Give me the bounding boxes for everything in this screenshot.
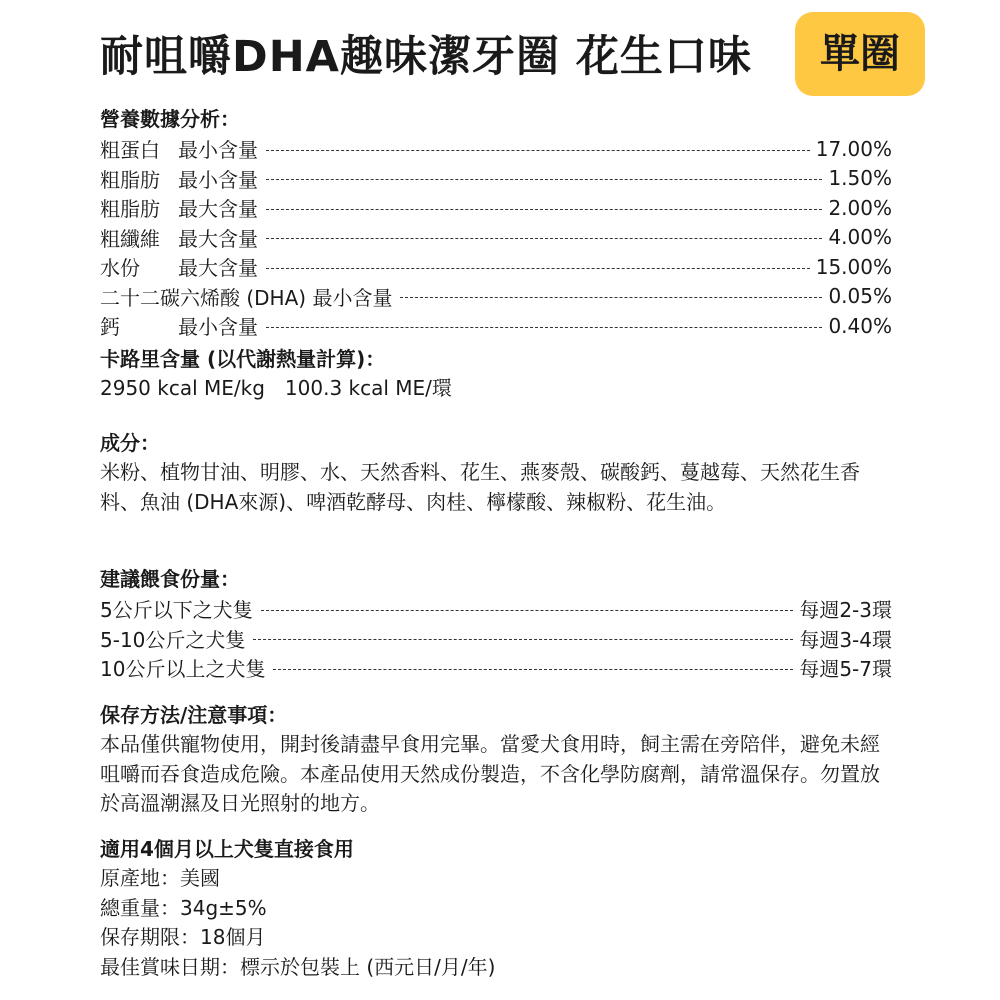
product-title: 耐咀嚼DHA趣味潔牙圈 花生口味 <box>100 32 752 82</box>
nutrient-name: 水份 <box>100 256 140 281</box>
storage-section <box>100 700 890 819</box>
nutrition-section <box>100 104 900 341</box>
nutrition-row <box>100 164 892 194</box>
feeding-row <box>100 624 892 654</box>
dashed-leader <box>266 150 810 151</box>
feeding-amount: 每週3-4環 <box>799 627 892 652</box>
nutrition-row <box>100 193 892 223</box>
usage-heading: 適用4個月以上犬隻直接食用 <box>100 837 354 861</box>
feeding-amount: 每週5-7環 <box>799 657 892 682</box>
nutrient-label: 最大含量 <box>178 256 258 281</box>
nutrient-value: 0.40% <box>828 313 892 338</box>
dashed-leader <box>261 610 794 611</box>
nutrient-label: 最小含量 <box>178 315 258 340</box>
feeding-dog-size: 5-10公斤之犬隻 <box>100 627 246 652</box>
dashed-leader <box>266 209 822 210</box>
nutrient-value: 1.50% <box>828 166 892 191</box>
dashed-leader <box>266 268 810 269</box>
dashed-leader <box>266 179 822 180</box>
dashed-leader <box>266 238 822 239</box>
nutrient-name: 粗纖維 <box>100 226 160 251</box>
nutrient-value: 4.00% <box>828 225 892 250</box>
nutrition-row <box>100 311 892 341</box>
dashed-leader <box>400 297 822 298</box>
nutrient-name: 粗蛋白 <box>100 138 160 163</box>
nutrition-row <box>100 282 892 312</box>
feeding-amount: 每週2-3環 <box>799 598 892 623</box>
nutrient-label: 最大含量 <box>178 226 258 251</box>
calories-text: 2950 kcal ME/kg 100.3 kcal ME/環 <box>100 376 452 400</box>
origin-line: 原產地：美國 <box>100 866 220 890</box>
best-before-line: 最佳賞味日期：標示於包裝上 (西元日/月/年) <box>100 954 496 979</box>
ingredients-text: 米粉、植物甘油、明膠、水、天然香料、花生、燕麥殼、碳酸鈣、蔓越莓、天然花生香料、魚油 (DHA來源)、啤酒乾酵母、肉桂、檸檬酸、辣椒粉、花生油。 <box>100 460 860 514</box>
dashed-leader <box>266 327 822 328</box>
feeding-row <box>100 653 892 683</box>
nutrient-name: 粗脂肪 <box>100 197 160 222</box>
dashed-leader <box>273 669 793 670</box>
nutrient-label: 最大含量 <box>178 197 258 222</box>
feeding-dog-size: 5公斤以下之犬隻 <box>100 598 253 623</box>
nutrient-value: 2.00% <box>828 195 892 220</box>
storage-heading: 保存方法/注意事項： <box>100 703 288 727</box>
nutrient-name: 鈣 <box>100 315 120 340</box>
nutrient-value: 0.05% <box>828 284 892 309</box>
nutrition-row <box>100 134 892 164</box>
single-ring-badge: 單圈 <box>795 12 925 96</box>
nutrition-heading: 營養數據分析： <box>100 107 240 131</box>
nutrition-row <box>100 223 892 253</box>
nutrient-name: 二十二碳六烯酸 (DHA) <box>100 285 307 310</box>
calories-section <box>100 344 900 404</box>
nutrient-label: 最小含量 <box>178 167 258 192</box>
weight-line: 總重量：34g±5% <box>100 895 267 920</box>
nutrient-label: 最小含量 <box>178 138 258 163</box>
feeding-section <box>100 564 900 683</box>
ingredients-section <box>100 428 890 517</box>
feeding-heading: 建議餵食份量： <box>100 567 240 591</box>
calories-heading: 卡路里含量 (以代謝熱量計算)： <box>100 347 386 371</box>
nutrient-value: 17.00% <box>815 136 892 161</box>
nutrition-row <box>100 252 892 282</box>
ingredients-heading: 成分： <box>100 431 160 455</box>
shelf-life-line: 保存期限：18個月 <box>100 925 266 949</box>
feeding-dog-size: 10公斤以上之犬隻 <box>100 657 266 682</box>
dashed-leader <box>253 639 793 640</box>
product-info-section <box>100 834 900 982</box>
nutrient-value: 15.00% <box>815 254 892 279</box>
nutrient-name: 粗脂肪 <box>100 167 160 192</box>
feeding-row <box>100 594 892 624</box>
storage-text: 本品僅供寵物使用，開封後請盡早食用完畢。當愛犬食用時，飼主需在旁陪伴，避免未經咀嚼而吞食造成危險。本產品使用天然成份製造，不含化學防腐劑，請常溫保存。勿置放於高溫潮濕及日光照射的地方。 <box>100 732 880 815</box>
nutrient-label: 最小含量 <box>312 285 393 310</box>
